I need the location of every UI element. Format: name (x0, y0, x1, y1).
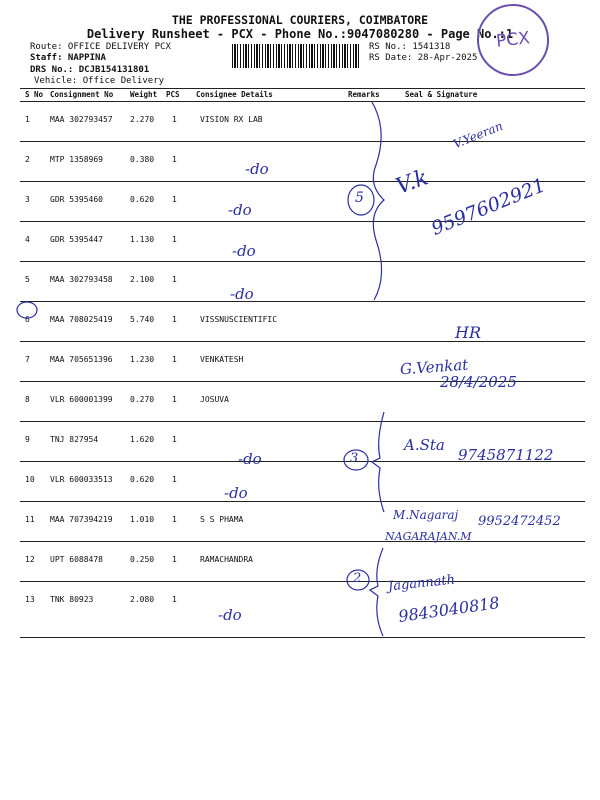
ditto-mark: -do (224, 484, 248, 502)
row-pcs: 1 (172, 195, 177, 204)
row-sno: 4 (25, 235, 30, 244)
row-pcs: 1 (172, 555, 177, 564)
row-sno: 1 (25, 115, 30, 124)
row-weight: 1.130 (130, 235, 155, 244)
row-consignee: VENKATESH (200, 355, 244, 364)
row-consignment: MAA 708025419 (50, 315, 113, 324)
col-seal-header: Seal & Signature (405, 90, 478, 99)
row-consignment: VLR 600001399 (50, 395, 113, 404)
signature-phone: 9952472452 (478, 514, 561, 529)
brace-mark (370, 548, 383, 636)
row-weight: 0.380 (130, 155, 155, 164)
row-sno: 9 (25, 435, 30, 444)
row-weight: 1.230 (130, 355, 155, 364)
ditto-mark: -do (232, 242, 256, 260)
signature-name: A.Sta (404, 436, 445, 454)
signature-phone: 9745871122 (458, 446, 554, 464)
row-consignee: JOSUVA (200, 395, 229, 404)
row-sno: 13 (25, 595, 35, 604)
row-consignee: S S PHAMA (200, 515, 244, 524)
count-mark: 3 (350, 451, 359, 466)
row-consignment: MAA 707394219 (50, 515, 113, 524)
row-sno: 2 (25, 155, 30, 164)
row-sno: 10 (25, 475, 35, 484)
row-sno: 12 (25, 555, 35, 564)
col-weight-header: Weight (130, 90, 158, 99)
row-weight: 2.080 (130, 595, 155, 604)
row-pcs: 1 (172, 115, 177, 124)
row-pcs: 1 (172, 155, 177, 164)
row-weight: 1.010 (130, 515, 155, 524)
runsheet-subtitle: Delivery Runsheet - PCX - Phone No.:9047080280 - Page No.:1 (86, 27, 514, 41)
signature-initials: V.k (392, 165, 432, 200)
row-sno: 6 (25, 315, 30, 324)
row-consignment: GDR 5395460 (50, 195, 103, 204)
rs-number: RS No.: 1541318 (369, 42, 451, 52)
signature-phone: 9843040818 (397, 593, 501, 626)
row-consignment: MTP 1358969 (50, 155, 103, 164)
row-sno: 11 (25, 515, 35, 524)
col-consignment-header: Consignment No (50, 90, 114, 99)
row-weight: 0.250 (130, 555, 155, 564)
brace-mark (372, 412, 384, 512)
ditto-mark: -do (218, 606, 242, 624)
row-consignment: MAA 302793458 (50, 275, 113, 284)
row-pcs: 1 (172, 595, 177, 604)
row-pcs: 1 (172, 275, 177, 284)
count-mark: 5 (355, 190, 364, 206)
row-consignee: RAMACHANDRA (200, 555, 253, 564)
count-mark: 2 (353, 571, 362, 586)
row-consignment: VLR 600033513 (50, 475, 113, 484)
signature-name: Jagannath (387, 572, 456, 595)
staff-label: Staff: NAPPINA (30, 53, 106, 63)
col-pcs-header: PCS (166, 90, 180, 99)
route-label: Route: OFFICE DELIVERY PCX (30, 42, 171, 52)
row-weight: 2.100 (130, 275, 155, 284)
row-weight: 5.740 (130, 315, 155, 324)
row-pcs: 1 (172, 235, 177, 244)
ditto-mark: -do (230, 285, 254, 303)
row-sno: 3 (25, 195, 30, 204)
col-remarks-header: Remarks (348, 90, 380, 99)
row-pcs: 1 (172, 395, 177, 404)
col-consignee-header: Consignee Details (196, 90, 273, 99)
signature-mark: HR (455, 323, 481, 342)
col-sno-header: S No (25, 90, 44, 99)
drs-number: DRS No.: DCJB154131801 (30, 65, 150, 75)
row-consignee: VISION RX LAB (200, 115, 263, 124)
row-consignment: MAA 705651396 (50, 355, 113, 364)
row-pcs: 1 (172, 475, 177, 484)
signature-print-name: NAGARAJAN.M (385, 530, 472, 543)
row-consignee: VISSNUSCIENTIFIC (200, 315, 278, 324)
signature-date: 28/4/2025 (440, 373, 517, 391)
row-pcs: 1 (172, 515, 177, 524)
row-weight: 2.270 (130, 115, 155, 124)
row-weight: 0.620 (130, 475, 155, 484)
ditto-mark: -do (238, 450, 262, 468)
vehicle-label: Vehicle: Office Delivery (34, 76, 165, 86)
row-consignment: TNJ 827954 (50, 435, 99, 444)
signature-name: M.Nagaraj (393, 508, 459, 522)
row-weight: 0.620 (130, 195, 155, 204)
row-sno: 7 (25, 355, 30, 364)
row-consignment: GDR 5395447 (50, 235, 103, 244)
row-pcs: 1 (172, 435, 177, 444)
company-title: THE PROFESSIONAL COURIERS, COIMBATORE (171, 13, 429, 27)
row-sno: 8 (25, 395, 30, 404)
row-pcs: 1 (172, 355, 177, 364)
row-consignment: TNK 80923 (50, 595, 94, 604)
signature-name: V.Yeeran (451, 118, 505, 152)
row-consignment: UPT 6088478 (50, 555, 103, 564)
ditto-mark: -do (245, 160, 269, 178)
row-pcs: 1 (172, 315, 177, 324)
row-consignment: MAA 302793457 (50, 115, 113, 124)
ditto-mark: -do (228, 201, 252, 219)
signature-name: G.Venkat (399, 355, 469, 379)
row-weight: 1.620 (130, 435, 155, 444)
circle-mark (17, 302, 37, 318)
pcx-stamp: PCX (473, 0, 552, 79)
signature-phone: 9597602921 (428, 174, 549, 240)
rs-date: RS Date: 28-Apr-2025 (369, 53, 478, 63)
row-sno: 5 (25, 275, 30, 284)
row-weight: 0.270 (130, 395, 155, 404)
